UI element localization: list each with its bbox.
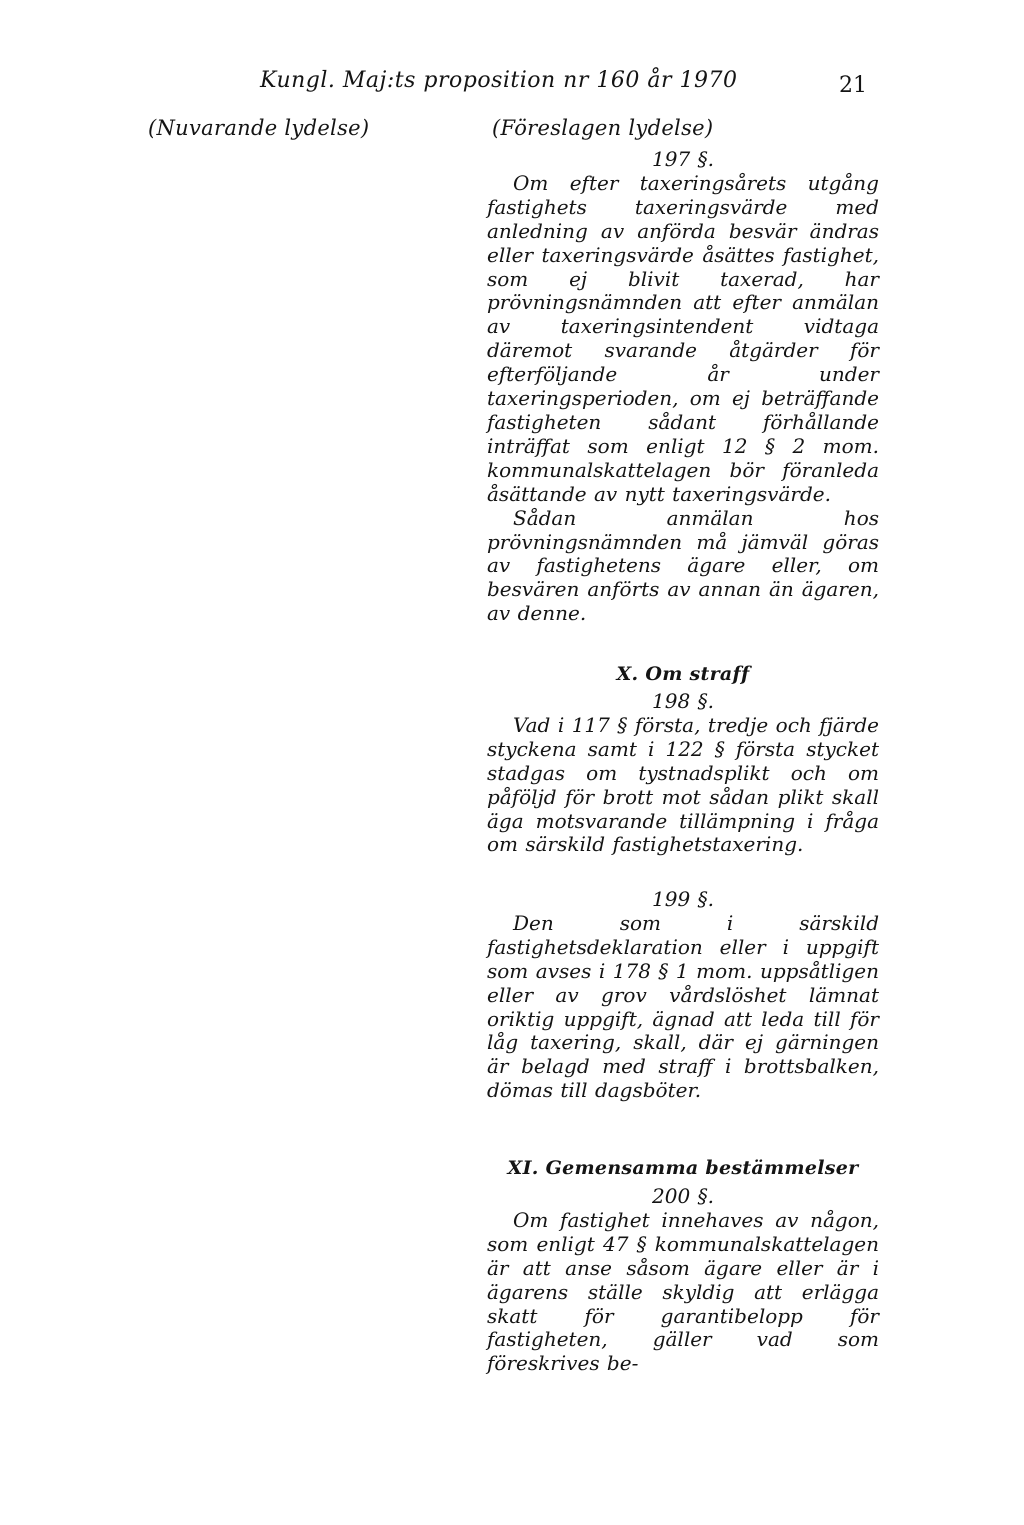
chapter-xi-heading: XI. Gemensamma bestämmelser xyxy=(507,1157,859,1179)
section-197-paragraph-1: Om efter taxeringsårets utgång fastighets taxeringsvärde med anledning av anförda besvär ändras eller taxeringsvärde åsättes fastighet, som ej blivit taxerad, har prövningsnämnden att efter anmälan av taxeringsintendent vidtaga däremot svarande åtgärder för efterföljande år under taxeringsperioden, om ej beträffande fastigheten sådant förhållande inträffat som enligt 12 § 2 mom. kommunalskattelagen bör föranleda åsättande av nytt taxeringsvärde. xyxy=(487,170,879,506)
section-200-number: 200 §. xyxy=(652,1184,714,1208)
section-197 xyxy=(487,148,879,626)
section-199-number: 199 §. xyxy=(652,887,714,911)
section-198-text: Vad i 117 § första, tredje och fjärde styckena samt i 122 § första stycket stadgas om tystnadsplikt och om påföljd för brott mot sådan plikt skall äga motsvarande tillämpning i fråga om särskild fastighetstaxering. xyxy=(487,712,879,857)
section-200 xyxy=(487,1185,879,1376)
section-197-number: 197 §. xyxy=(652,147,714,171)
chapter-x-heading: X. Om straff xyxy=(616,663,750,685)
page-number: 21 xyxy=(839,73,867,98)
section-199 xyxy=(487,888,879,1103)
page-header-title: Kungl. Maj:ts proposition nr 160 år 1970 xyxy=(260,68,738,93)
section-197-paragraph-2: Sådan anmälan hos prövningsnämnden må jämväl göras av fastighetens ägare eller, om besvären anförts av annan än ägaren, av denne. xyxy=(487,505,879,626)
proposed-wording-label: (Föreslagen lydelse) xyxy=(492,116,714,140)
section-198-number: 198 §. xyxy=(652,689,714,713)
section-200-text: Om fastighet innehaves av någon, som enligt 47 § kommunalskattelagen är att anse såsom ägare eller är i ägarens ställe skyldig att erlägga skatt för garantibelopp för fastigheten, gäller vad som föreskrives be- xyxy=(487,1207,879,1376)
section-198 xyxy=(487,690,879,857)
current-wording-label: (Nuvarande lydelse) xyxy=(148,116,370,140)
section-199-text: Den som i särskild fastighetsdeklaration eller i uppgift som avses i 178 § 1 mom. uppsåtligen eller av grov vårdslöshet lämnat oriktig uppgift, ägnad att leda till för låg taxering, skall, där ej gärningen är belagd med straff i brottsbalken, dömas till dagsböter. xyxy=(487,910,879,1103)
